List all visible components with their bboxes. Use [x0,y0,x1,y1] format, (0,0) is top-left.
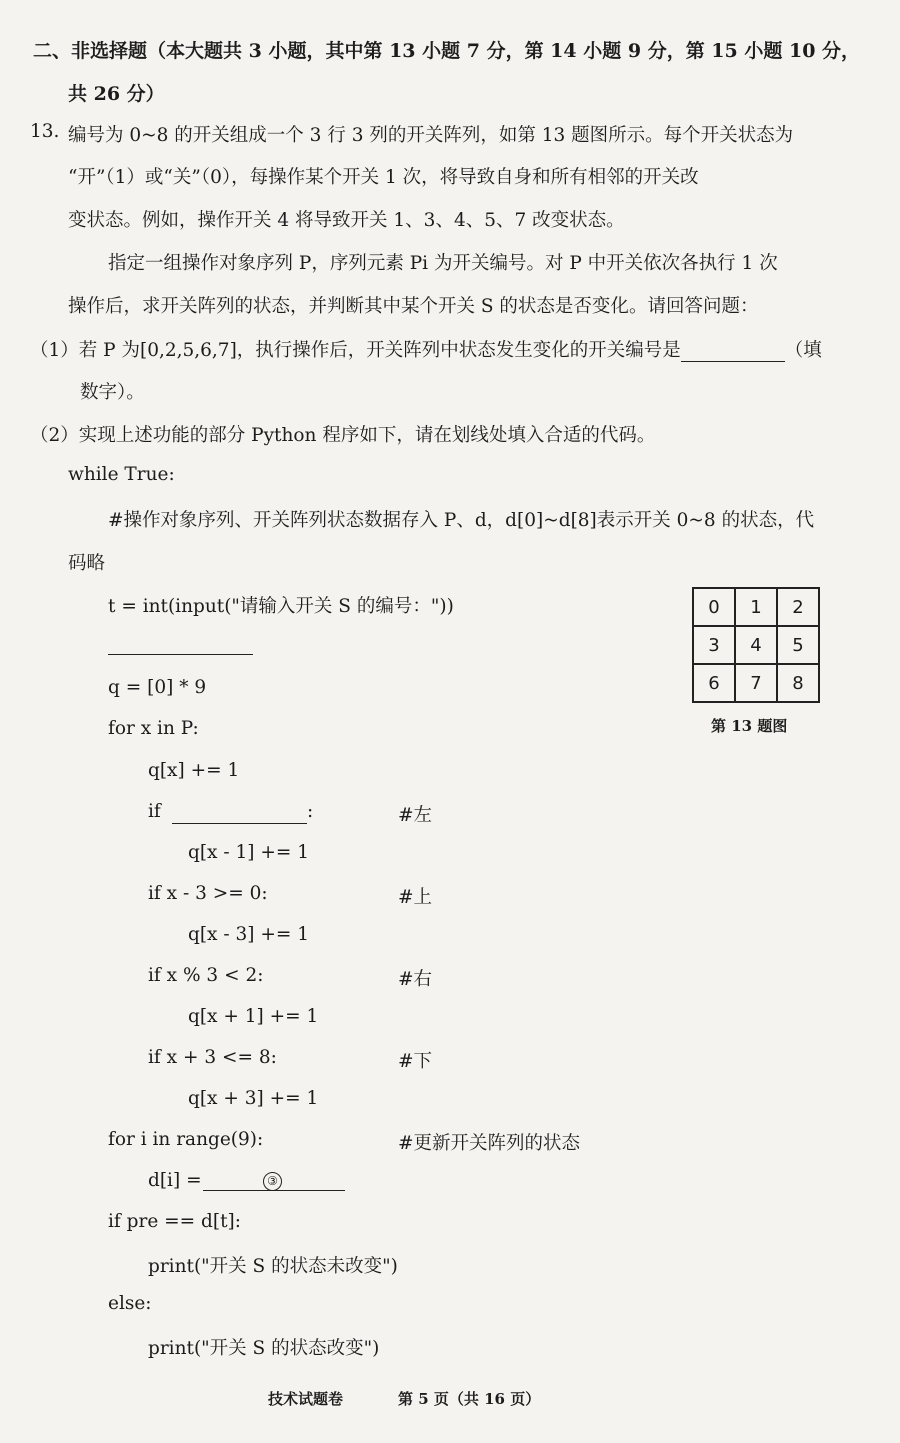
code-line: else: [108,1293,152,1314]
code-line: q = [0] * 9 [108,677,207,698]
circled-three: ③ [263,1172,282,1191]
question-number: 13. [30,121,60,142]
grid-cell: 3 [693,626,735,664]
code-line: while True: [68,464,175,485]
grid-row [693,588,819,626]
part1-tail: （填 [784,340,822,361]
grid-cell: 1 [735,588,777,626]
code-comment-line: #操作对象序列、开关阵列状态数据存入 P、d，d[0]~d[8]表示开关 0~8 的状态，代 [108,510,815,531]
part2-prompt: （2）实现上述功能的部分 Python 程序如下，请在划线处填入合适的代码。 [30,425,656,446]
blank-number-marker [263,1170,282,1191]
code-line: print("开关 S 的状态未改变") [148,1256,398,1277]
code-line: q[x + 3] += 1 [188,1088,319,1109]
section-heading-line1: 二、非选择题（本大题共 3 小题，其中第 13 小题 7 分，第 14 小题 9 分，第 15 小题 10 分， [33,40,861,62]
question-text-line1: 编号为 0~8 的开关组成一个 3 行 3 列的开关阵列，如第 13 题图所示。每个开关状态为 [68,125,794,146]
grid-cell: 7 [735,664,777,702]
question-text-line3: 变状态。例如，操作开关 4 将导致开关 1、3、4、5、7 改变状态。 [68,210,625,231]
code-comment: #右 [398,969,433,990]
code-line: t = int(input("请输入开关 S 的编号：")) [108,596,454,617]
grid-cell: 0 [693,588,735,626]
footer-page-number: 第 5 页（共 16 页） [398,1390,541,1408]
answer-blank-2[interactable] [172,823,307,824]
code-line: if [148,801,161,822]
grid-cell: 4 [735,626,777,664]
code-line: for x in P: [108,718,199,739]
section-heading-line2: 共 26 分） [68,83,165,105]
footer-title: 技术试题卷 [268,1390,344,1408]
code-line: q[x] += 1 [148,760,240,781]
grid-cell: 8 [777,664,819,702]
part1-line2: 数字）。 [80,382,145,403]
part1-prompt: （1）若 P 为[0,2,5,6,7]，执行操作后，开关阵列中状态发生变化的开关编号是 [30,340,681,361]
code-line: q[x + 1] += 1 [188,1006,319,1027]
code-line: if x - 3 >= 0: [148,883,268,904]
code-colon: : [307,801,314,822]
code-comment: #左 [398,805,433,826]
figure-caption: 第 13 题图 [711,717,788,735]
grid-row [693,626,819,664]
code-line: if x % 3 < 2: [148,965,264,986]
grid-row [693,664,819,702]
question-text-line4: 指定一组操作对象序列 P，序列元素 Pi 为开关编号。对 P 中开关依次各执行 1 次 [108,253,778,274]
part1-line1 [30,336,822,362]
answer-blank-1[interactable] [108,654,253,655]
question-text-line2: “开”（1）或“关”（0），每操作某个开关 1 次，将导致自身和所有相邻的开关改 [68,167,699,188]
code-comment: #更新开关阵列的状态 [398,1133,581,1154]
grid-cell: 6 [693,664,735,702]
code-comment: #下 [398,1051,433,1072]
grid-cell: 5 [777,626,819,664]
grid-cell: 2 [777,588,819,626]
code-line: q[x - 3] += 1 [188,924,310,945]
question-text-line5: 操作后，求开关阵列的状态，并判断其中某个开关 S 的状态是否变化。请回答问题： [68,296,759,317]
code-line: q[x - 1] += 1 [188,842,310,863]
code-line: print("开关 S 的状态改变") [148,1338,380,1359]
code-line: if x + 3 <= 8: [148,1047,277,1068]
code-comment-line: 码略 [68,553,106,574]
code-comment: #上 [398,887,433,908]
code-line: d[i] = [148,1170,202,1191]
code-line: for i in range(9): [108,1129,264,1150]
code-line: if pre == d[t]: [108,1211,241,1232]
switch-grid-figure [692,587,820,703]
answer-blank-part1[interactable] [681,341,785,362]
